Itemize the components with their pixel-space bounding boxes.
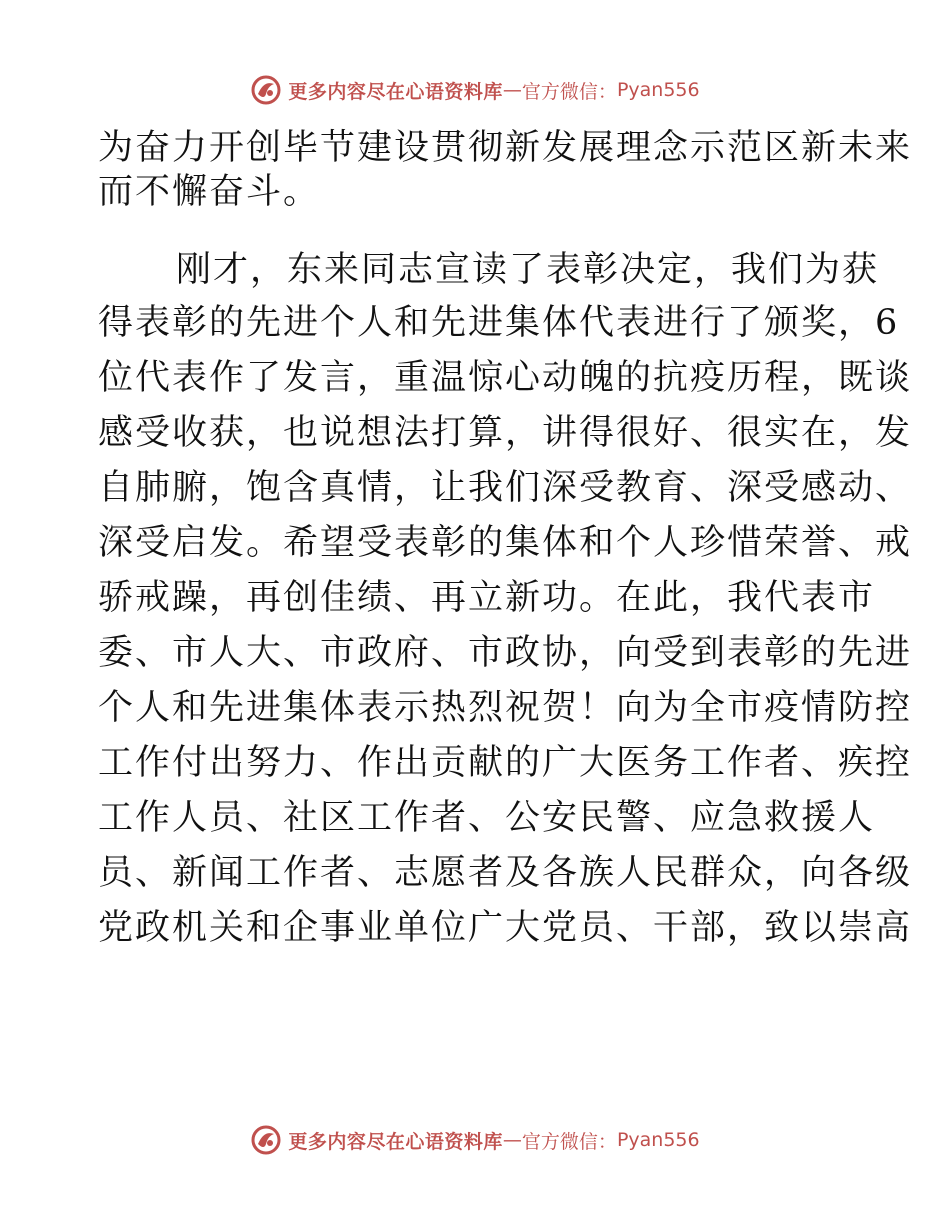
swirl-logo-icon bbox=[250, 74, 282, 106]
text-line: 员、新闻工作者、志愿者及各族人民群众，向各级 bbox=[98, 853, 913, 893]
banner-main-text: 更多内容尽在心语资料库 bbox=[288, 80, 503, 103]
text-line: 位代表作了发言，重温惊心动魄的抗疫历程，既谈 bbox=[98, 358, 913, 398]
banner-separator: — bbox=[502, 1129, 522, 1151]
text-line: 而不懈奋斗。 bbox=[98, 172, 321, 212]
banner-wechat-label: 官方微信： bbox=[521, 1130, 617, 1153]
text-line: 工作人员、社区工作者、公安民警、应急救援人 bbox=[98, 798, 876, 838]
banner-wechat-label: 官方微信： bbox=[521, 80, 617, 103]
text-line: 得表彰的先进个人和先进集体代表进行了颁奖，6 bbox=[98, 303, 900, 343]
text-line: 深受启发。希望受表彰的集体和个人珍惜荣誉、戒 bbox=[98, 523, 913, 563]
swirl-logo-icon bbox=[250, 1124, 282, 1156]
text-line: 党政机关和企事业单位广大党员、干部，致以崇高 bbox=[98, 908, 913, 948]
document-body bbox=[98, 126, 913, 956]
text-line: 为奋力开创毕节建设贯彻新发展理念示范区新未来 bbox=[98, 128, 913, 168]
text-line: 委、市人大、市政府、市政协，向受到表彰的先进 bbox=[98, 633, 913, 673]
text-line: 工作付出努力、作出贡献的广大医务工作者、疾控 bbox=[98, 743, 913, 783]
text-line: 感受收获，也说想法打算，讲得很好、很实在，发 bbox=[98, 413, 913, 453]
text-line: 刚才，东来同志宣读了表彰决定，我们为获 bbox=[176, 250, 880, 290]
text-line: 骄戒躁，再创佳绩、再立新功。在此，我代表市 bbox=[98, 578, 876, 618]
text-line: 自肺腑，饱含真情，让我们深受教育、深受感动、 bbox=[98, 468, 913, 508]
banner-wechat-id: Pyan556 bbox=[616, 1129, 700, 1151]
banner-wechat-id: Pyan556 bbox=[616, 79, 700, 101]
banner-separator: — bbox=[502, 79, 522, 101]
text-line: 个人和先进集体表示热烈祝贺！向为全市疫情防控 bbox=[98, 688, 913, 728]
footer-banner bbox=[0, 1120, 950, 1160]
header-banner bbox=[0, 70, 950, 110]
banner-main-text: 更多内容尽在心语资料库 bbox=[288, 1130, 503, 1153]
paragraph bbox=[98, 243, 913, 956]
